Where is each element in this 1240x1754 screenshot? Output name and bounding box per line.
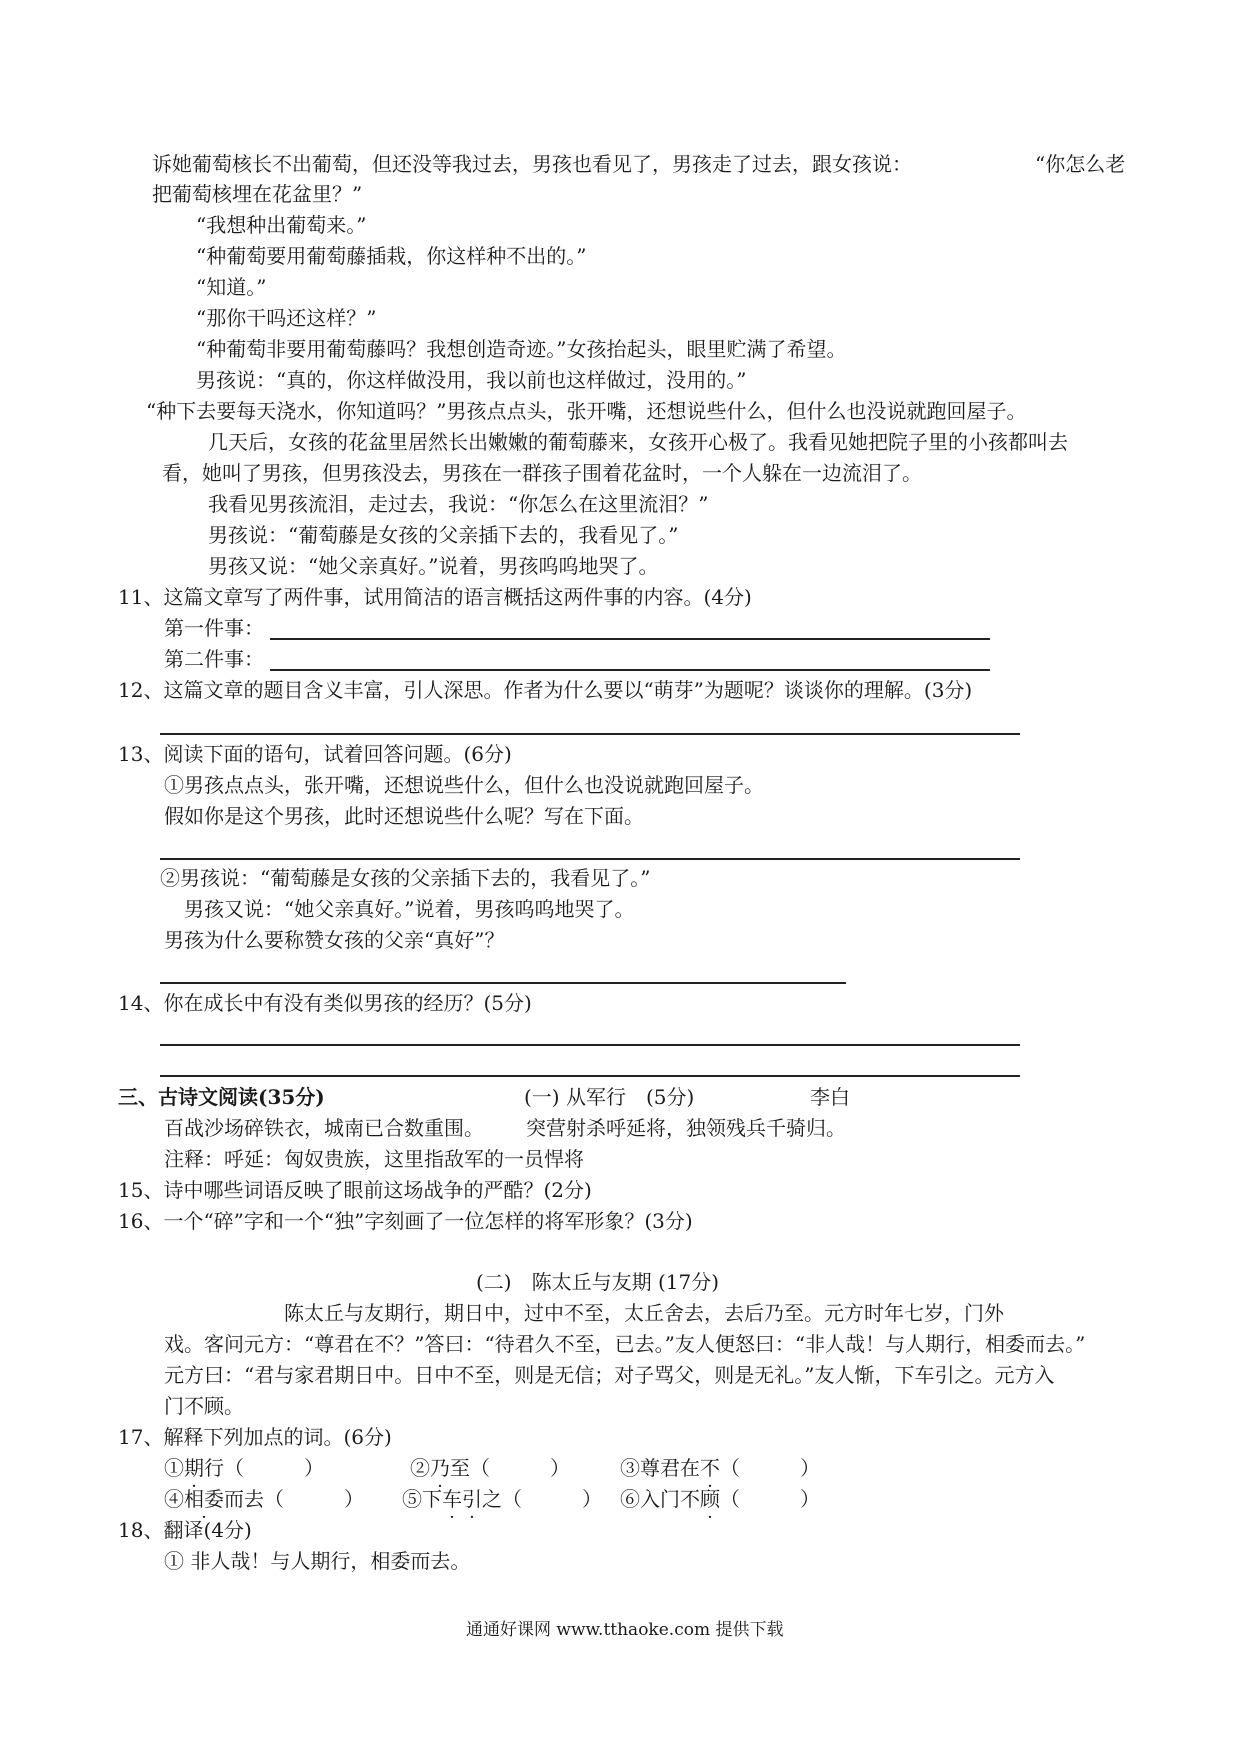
question-15: 15、诗中哪些词语反映了眼前这场战争的严酷？(2分)	[118, 1178, 592, 1202]
story-line: 把葡萄核埋在花盆里？”	[152, 182, 363, 206]
answer-line[interactable]	[160, 1044, 1020, 1046]
story-line: “种下去要每天浇水，你知道吗？”男孩点点头，张开嘴，还想说些什么，但什么也没说就跑回屋子。	[146, 399, 1027, 423]
classical-passage-line: 门不顾。	[164, 1394, 244, 1418]
story-line: “种葡萄要用葡萄藤插栽，你这样种不出的。”	[196, 244, 587, 268]
q17-item-6: ⑥入门不顾（ ）	[620, 1487, 820, 1511]
story-line: 男孩说：“葡萄藤是女孩的父亲插下去的，我看见了。”	[208, 523, 679, 547]
q11-second-label: 第二件事：	[164, 647, 264, 671]
story-line: “种葡萄非要用葡萄藤吗？我想创造奇迹。”女孩抬起头，眼里贮满了希望。	[196, 337, 847, 361]
poem-line: 突营射杀呼延将，独领残兵千骑归。	[526, 1116, 846, 1140]
story-line: “知道。”	[196, 275, 267, 299]
poem-title: (一) 从军行 (5分)	[524, 1085, 695, 1109]
q17-item-5: ⑤下车引之（ ）	[402, 1487, 602, 1511]
story-line: “你怎么老	[1035, 152, 1126, 176]
question-12: 12、这篇文章的题目含义丰富，引人深思。作者为什么要以“萌芽”为题呢？谈谈你的理解。(3分)	[118, 678, 973, 702]
story-line: 男孩说：“真的，你这样做没用，我以前也这样做过，没用的。”	[196, 368, 747, 392]
question-13: 13、阅读下面的语句，试着回答问题。(6分)	[118, 742, 512, 766]
question-16: 16、一个“碎”字和一个“独”字刻画了一位怎样的将军形象？(3分)	[118, 1209, 693, 1233]
story-line: “我想种出葡萄来。”	[196, 213, 367, 237]
question-14: 14、你在成长中有没有类似男孩的经历？(5分)	[118, 991, 532, 1015]
footer-source: 通通好课网 www.tthaoke.com 提供下载	[466, 1620, 784, 1640]
q13-quote-1: ①男孩点点头，张开嘴，还想说些什么，但什么也没说就跑回屋子。	[164, 773, 764, 797]
q17-item-2: ②乃至（ ）	[410, 1456, 570, 1480]
part-2-title: (二) 陈太丘与友期 (17分)	[476, 1270, 720, 1294]
poem-line: 百战沙场碎铁衣，城南已合数重围。	[164, 1116, 484, 1140]
q17-item-4: ④相委而去（ ）	[164, 1487, 364, 1511]
poem-note: 注释：呼延：匈奴贵族，这里指敌军的一员悍将	[164, 1147, 584, 1171]
story-line: 诉她葡萄核长不出葡萄，但还没等我过去，男孩也看见了，男孩走了过去，跟女孩说：	[152, 152, 912, 176]
story-line: 几天后，女孩的花盆里居然长出嫩嫩的葡萄藤来，女孩开心极了。我看见她把院子里的小孩都叫去	[208, 430, 1068, 454]
story-line: “那你干吗还这样？”	[196, 306, 377, 330]
story-line: 我看见男孩流泪，走过去，我说：“你怎么在这里流泪？”	[208, 492, 709, 516]
q13-prompt-2: 男孩为什么要称赞女孩的父亲“真好”？	[164, 928, 505, 952]
story-line: 男孩又说：“她父亲真好。”说着，男孩呜呜地哭了。	[208, 554, 659, 578]
answer-line[interactable]	[270, 669, 990, 671]
q18-sentence-1: ① 非人哉！与人期行，相委而去。	[164, 1549, 471, 1573]
answer-line[interactable]	[160, 1075, 1020, 1077]
classical-passage-line: 元方曰：“君与家君期日中。日中不至，则是无信；对子骂父，则是无礼。”友人惭，下车引之。元方入	[164, 1363, 1055, 1387]
classical-passage-line: 戏。客问元方：“尊君在不？”答曰：“待君久不至，已去。”友人便怒曰：“非人哉！与人期行，相委而去。”	[164, 1332, 1086, 1356]
story-line: 看，她叫了男孩，但男孩没去，男孩在一群孩子围着花盆时，一个人躲在一边流泪了。	[162, 461, 922, 485]
answer-line[interactable]	[270, 638, 990, 640]
q13-quote-2: ②男孩说：“葡萄藤是女孩的父亲插下去的，我看见了。”	[160, 866, 651, 890]
question-17: 17、解释下列加点的词。(6分)	[118, 1425, 392, 1449]
answer-line[interactable]	[160, 733, 1020, 735]
section-3-heading: 三、古诗文阅读(35分)	[118, 1085, 325, 1109]
q17-item-1: ①期行（ ）	[164, 1456, 324, 1480]
q17-item-3: ③尊君在不（ ）	[620, 1456, 820, 1480]
q13-prompt-1: 假如你是这个男孩，此时还想说些什么呢？写在下面。	[164, 804, 644, 828]
classical-passage-line: 陈太丘与友期行，期日中，过中不至，太丘舍去，去后乃至。元方时年七岁，门外	[284, 1301, 1004, 1325]
answer-line[interactable]	[160, 858, 1020, 860]
q13-quote-2b: 男孩又说：“她父亲真好。”说着，男孩呜呜地哭了。	[184, 897, 635, 921]
question-18: 18、翻译(4分)	[118, 1518, 252, 1542]
q11-first-label: 第一件事：	[164, 616, 264, 640]
answer-line[interactable]	[160, 982, 846, 984]
poem-author: 李白	[810, 1085, 850, 1109]
question-11: 11、这篇文章写了两件事，试用简洁的语言概括这两件事的内容。(4分)	[118, 585, 752, 609]
